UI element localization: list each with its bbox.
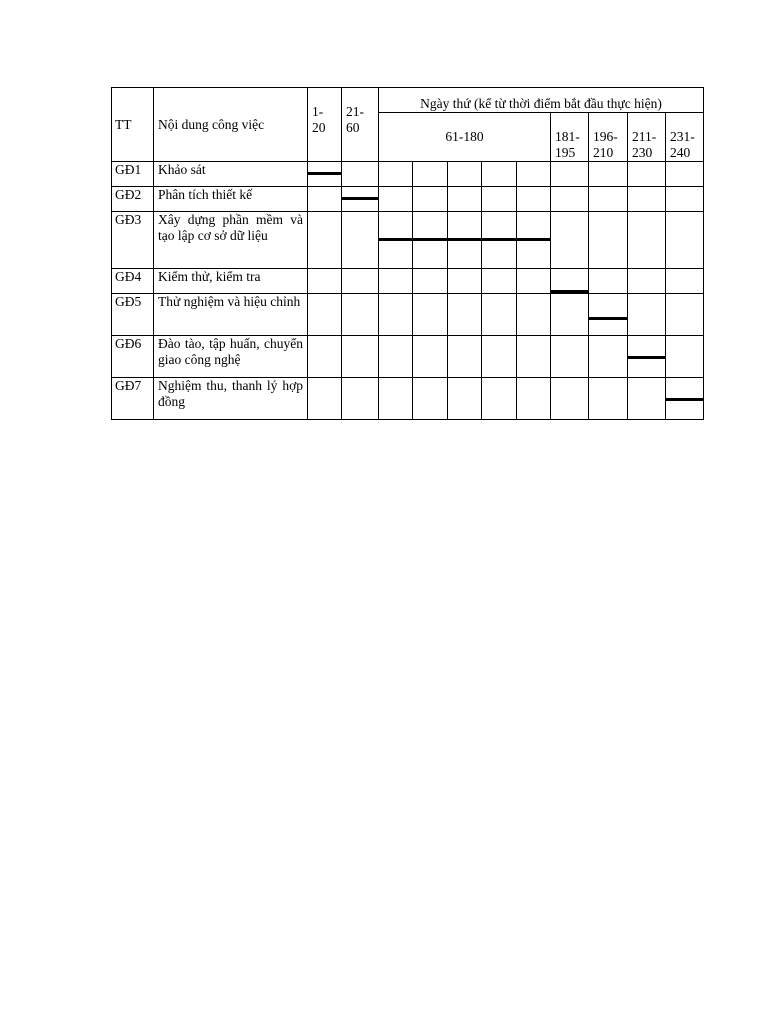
timeline-cell [589, 294, 628, 336]
row-task: Xây dựng phần mềm và tạo lập cơ sở dữ liệu [154, 212, 308, 269]
row-id: GĐ6 [112, 336, 154, 378]
row-id: GĐ7 [112, 378, 154, 420]
table-row [112, 294, 704, 336]
header-range-2: 21- 60 [342, 88, 379, 162]
table-row [112, 187, 704, 212]
gantt-bar-gd3 [482, 238, 516, 241]
gantt-bar-gd5 [589, 317, 627, 320]
timeline-cell [342, 187, 379, 212]
header-days-caption: Ngày thứ (kể từ thời điểm bắt đầu thực hiện) [379, 88, 704, 113]
timeline-cell [308, 162, 342, 187]
header-content: Nội dung công việc [154, 88, 308, 162]
table-row [112, 269, 704, 294]
timeline-cell [551, 269, 589, 294]
header-range-6: 211- 230 [628, 113, 666, 162]
table-row [112, 378, 704, 420]
row-task: Phân tích thiết kế [154, 187, 308, 212]
row-task: Kiểm thử, kiểm tra [154, 269, 308, 294]
schedule-table [111, 87, 704, 420]
table-row [112, 162, 704, 187]
row-task: Nghiệm thu, thanh lý hợp đồng [154, 378, 308, 420]
gantt-bar-gd7 [666, 398, 703, 401]
gantt-bar-gd1 [308, 172, 341, 175]
header-range-7: 231- 240 [666, 113, 704, 162]
row-task: Thử nghiệm và hiệu chỉnh [154, 294, 308, 336]
row-id: GĐ1 [112, 162, 154, 187]
row-id: GĐ3 [112, 212, 154, 269]
header-range-3: 61-180 [379, 113, 551, 162]
table-row [112, 212, 704, 269]
header-tt: TT [112, 88, 154, 162]
row-task: Khảo sát [154, 162, 308, 187]
row-id: GĐ2 [112, 187, 154, 212]
header-range-5: 196- 210 [589, 113, 628, 162]
gantt-bar-gd3 [517, 238, 550, 241]
gantt-bar-gd3 [448, 238, 481, 241]
timeline-cell [666, 378, 704, 420]
row-id: GĐ5 [112, 294, 154, 336]
row-task: Đào tào, tập huấn, chuyển giao công nghệ [154, 336, 308, 378]
table-row [112, 336, 704, 378]
gantt-bar-gd3 [413, 238, 447, 241]
header-range-4: 181- 195 [551, 113, 589, 162]
gantt-bar-gd6 [628, 356, 665, 359]
gantt-bar-gd2 [342, 197, 378, 200]
gantt-bar-gd3 [379, 238, 412, 241]
header-range-1: 1- 20 [308, 88, 342, 162]
row-id: GĐ4 [112, 269, 154, 294]
timeline-cell [628, 336, 666, 378]
